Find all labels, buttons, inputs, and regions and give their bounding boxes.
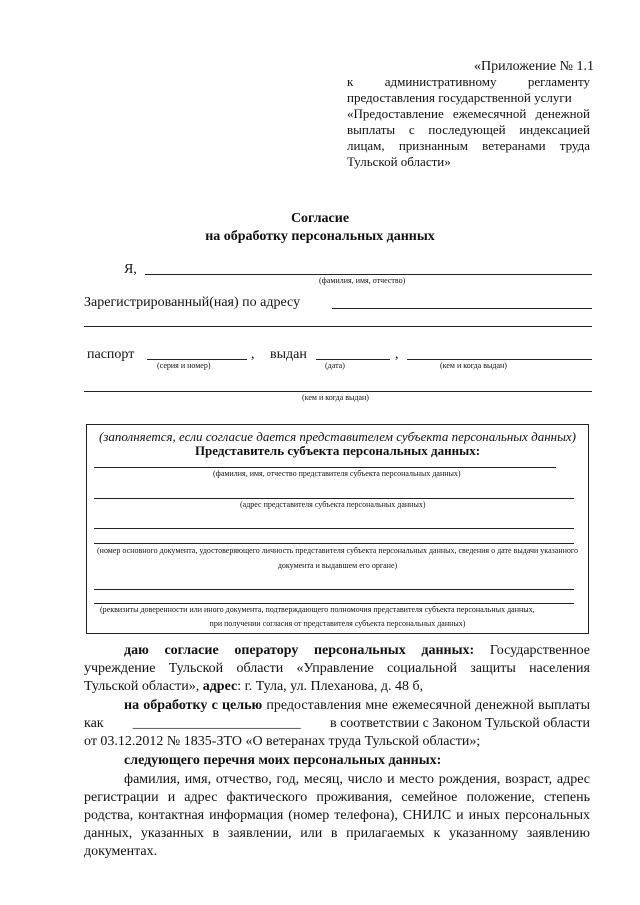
purpose-line-1 [124,697,590,714]
passport-series-field[interactable] [147,359,247,360]
appendix-line-5: выплаты с последующей индексацией [347,122,590,137]
issued-by-field-1[interactable] [407,359,592,360]
representative-bold-header: Представитель субъекта персональных данных: [194,443,481,458]
data-list-line-3: родства, контактная информация (номер телефона), СНИЛС и иных персональных [84,808,590,823]
document-title: Согласие [290,211,350,226]
issued-by-hint-1: (кем и когда выдан) [440,361,507,370]
representative-italic-header: (заполняется, если согласие дается представителем субъекта персональных данных) [98,429,576,444]
consent-operator: Государственное [489,643,590,658]
data-list-line-5: документах. [84,844,158,859]
appendix-line-4: «Предоставление ежемесячной денежной [347,106,590,121]
purpose-line-2 [84,715,590,732]
address-field-1[interactable] [332,308,592,309]
comma: , [395,347,399,362]
rep-proxy-field-2[interactable] [94,603,574,604]
data-list-line-1: фамилия, имя, отчество, год, месяц, число и место рождения, возраст, адрес [124,772,590,787]
issued-label: выдан [270,347,307,362]
appendix-word: административному [384,74,497,89]
data-list-heading: следующего перечня моих персональных данных: [124,753,442,768]
rep-address-field[interactable] [94,498,574,499]
rep-doc-field[interactable] [94,528,574,529]
purpose-line-3: от 03.12.2012 № 1835-ЗТО «О ветеранах труда Тульской области»; [84,734,481,749]
category-blank-field[interactable]: ________________________ [132,716,301,731]
appendix-line-3: предоставления государственной услуги [347,90,572,105]
operator-name-end: Тульской области», [84,679,200,694]
appendix-line-2 [347,74,590,90]
address-field-2[interactable] [84,326,592,327]
document-subtitle: на обработку персональных данных [205,229,435,244]
rep-doc-hint-1: (номер основного документа, удостоверяющего личность представителя субъекта персональных данных, сведения о дате выдачи указанного [97,546,578,555]
rep-doc-field-2[interactable] [94,543,574,544]
purpose-law: в соответствии с Законом Тульской области [329,716,590,731]
operator-address: : г. Тула, ул. Плеханова, д. 48 б, [237,679,424,694]
purpose-text: предоставления мне ежемесячной денежной выплаты [266,698,590,713]
address-label: адрес [202,679,238,694]
ya-label: Я, [124,262,137,277]
consent-line-2: учреждение Тульской области «Управление социальной защиты населения [84,661,590,676]
consent-line-3 [84,678,423,695]
registered-label: Зарегистрированный(ная) по адресу [84,295,301,310]
rep-fio-hint: (фамилия, имя, отчество представителя субъекта персональных данных) [213,469,461,478]
fio-hint: (фамилия, имя, отчество) [319,276,406,285]
appendix-line-6: лицам, признанным ветеранами труда [347,138,590,153]
fio-field[interactable] [145,274,592,275]
rep-address-hint: (адрес представителя субъекта персональных данных) [240,500,426,509]
rep-doc-hint-2: документа и выдавшем его органе) [277,561,398,570]
issued-date-field[interactable] [316,359,390,360]
appendix-word: к [347,74,354,89]
rep-proxy-hint-2: при получении согласия от представителя субъекта персональных данных) [209,619,466,628]
rep-proxy-hint-1: (реквизиты доверенности или иного документа, подтверждающего полномочия представителя субъекта персональных данных, [100,605,535,614]
consent-line-1 [124,642,590,659]
appendix-word: регламенту [527,74,590,89]
consent-bold: даю согласие оператору персональных данных: [124,643,475,658]
data-list-line-4: данных, указанных в заявлении, или в прилагаемых к указанному заявлению [84,826,590,841]
series-hint: (серия и номер) [157,361,211,370]
appendix-line-7: Тульской области» [347,154,451,169]
purpose-as: как [84,716,104,731]
issued-by-hint-2: (кем и когда выдан) [302,393,369,402]
appendix-title: «Приложение № 1.1 [474,59,594,74]
rep-proxy-field[interactable] [94,589,574,590]
issued-by-field-2[interactable] [84,391,592,392]
rep-fio-field[interactable] [94,467,556,468]
date-hint: (дата) [325,361,345,370]
passport-label: паспорт [87,347,135,362]
data-list-line-2: регистрации и адрес фактического проживания, семейное положение, степень [84,790,590,805]
comma: , [251,347,255,362]
purpose-bold: на обработку с целью [124,698,263,713]
